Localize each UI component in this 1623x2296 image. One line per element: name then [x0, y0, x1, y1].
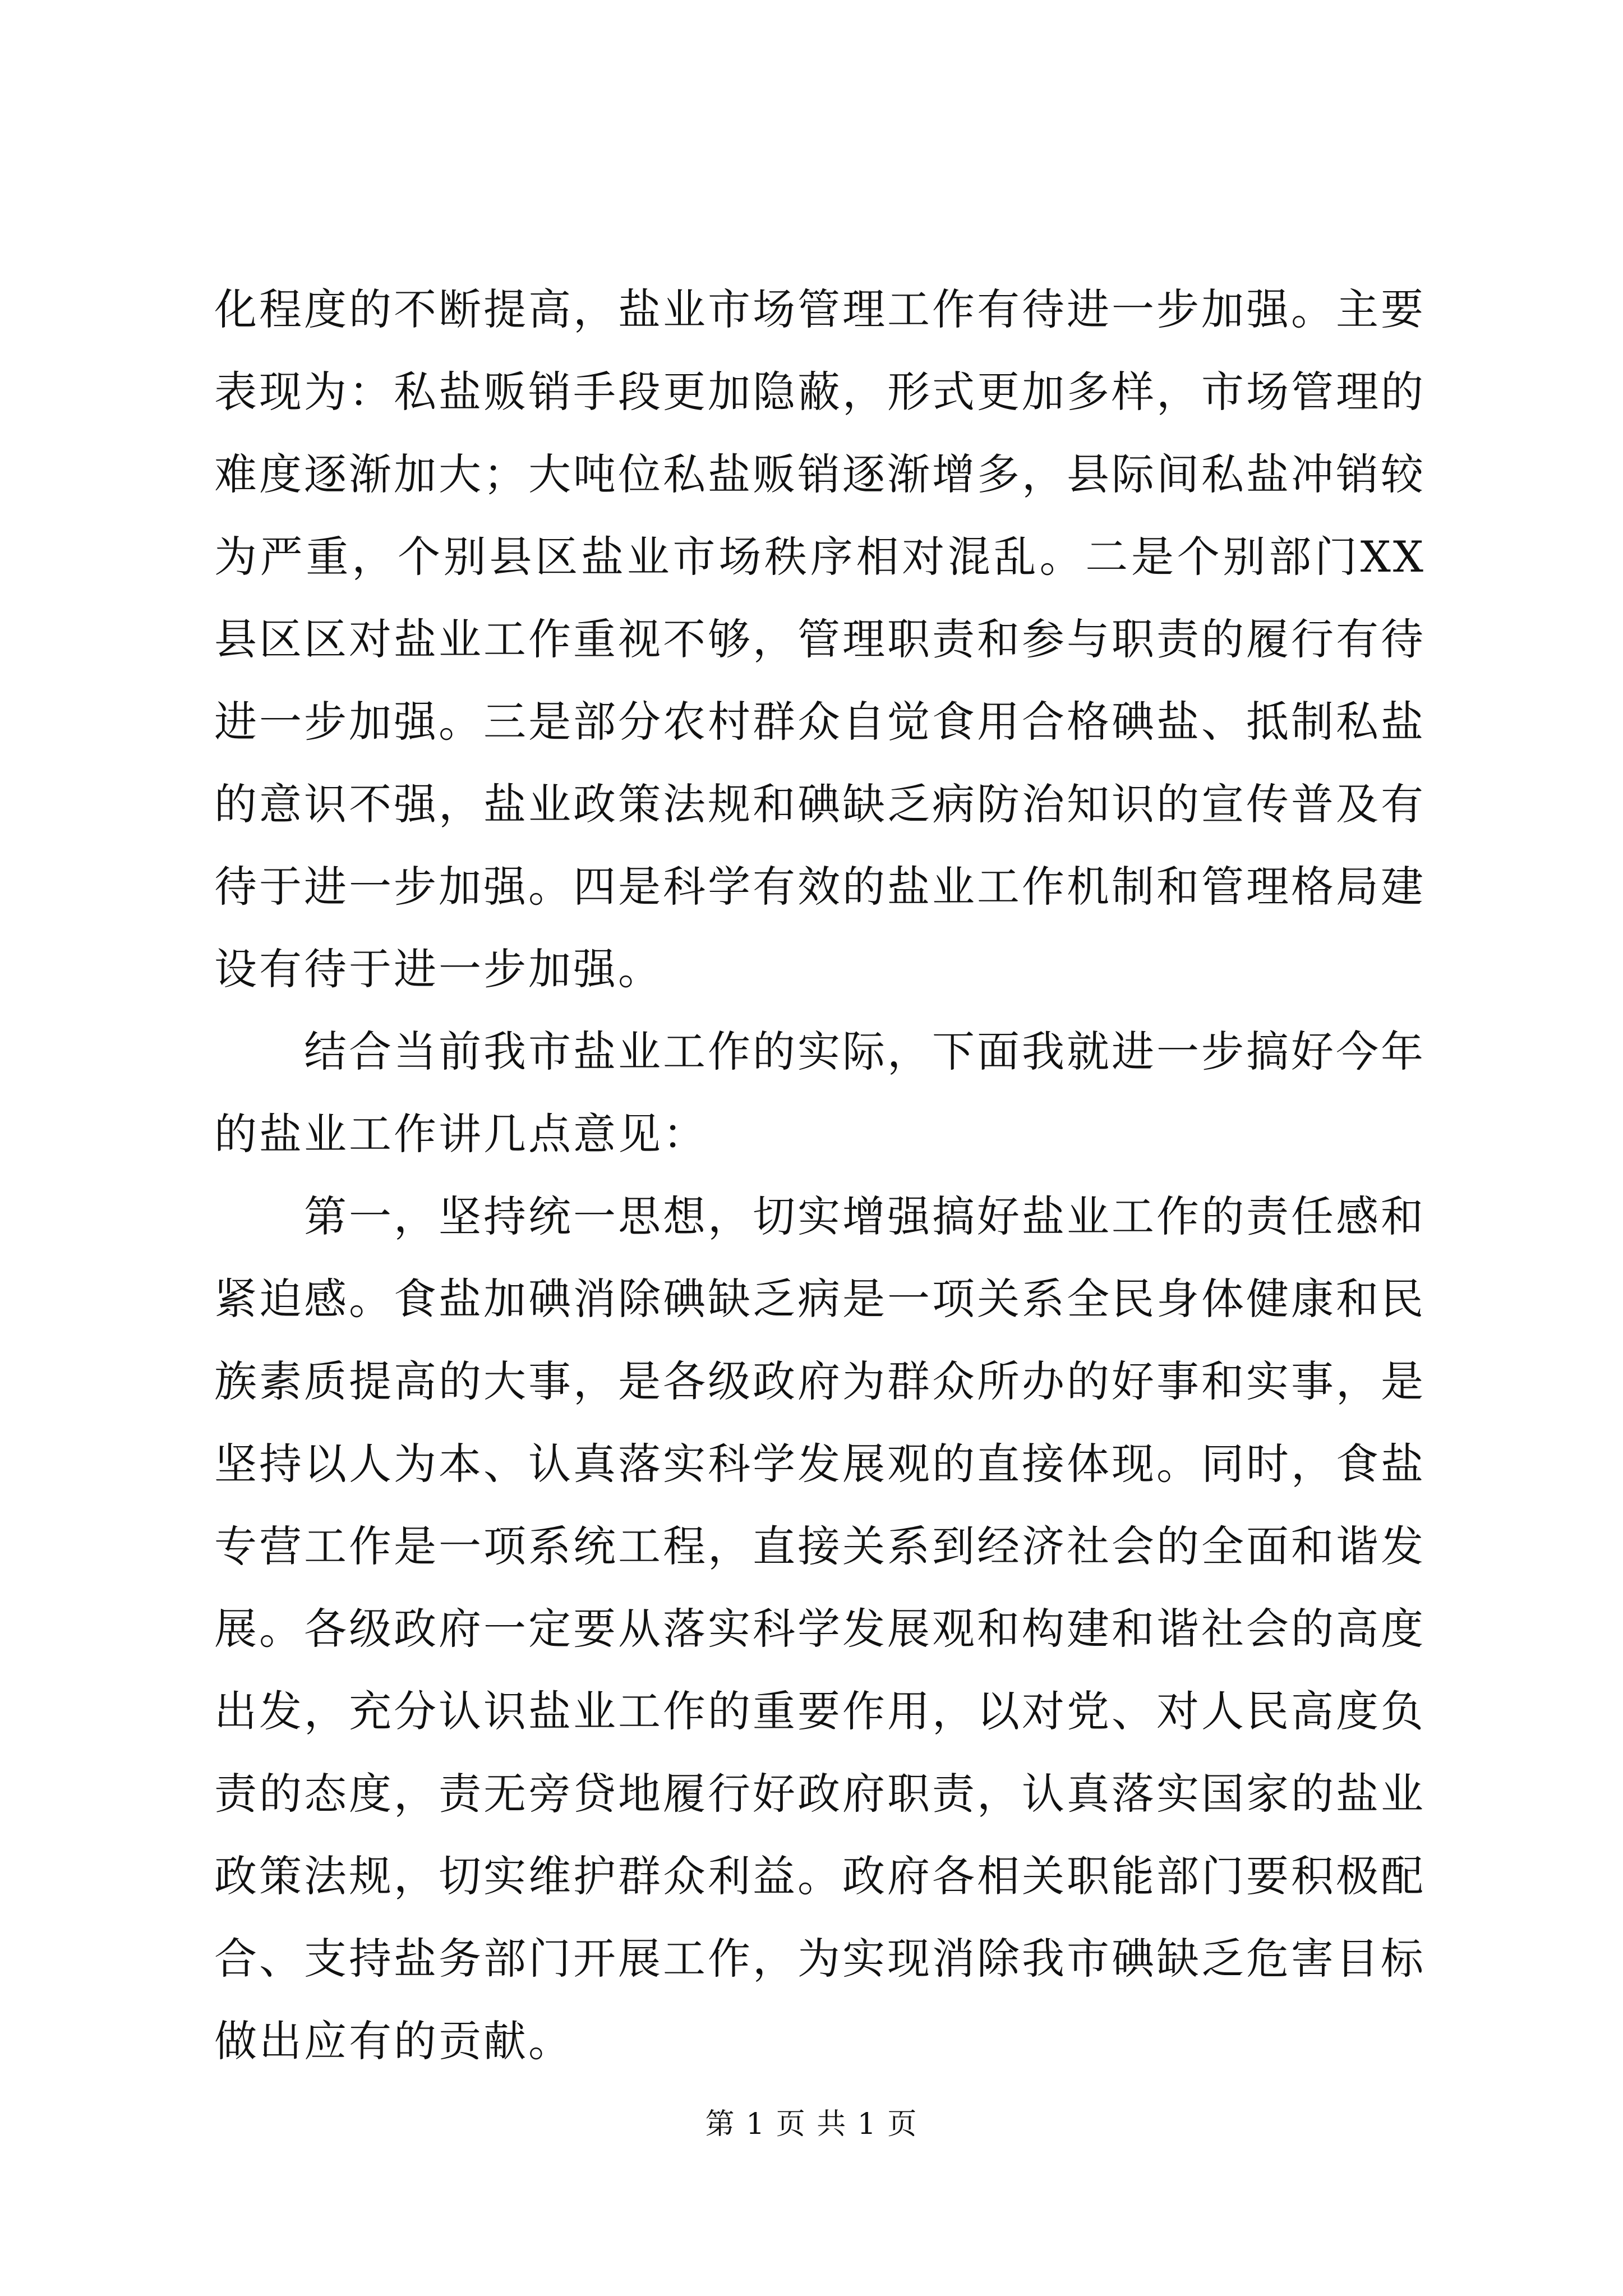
paragraph-intro: 结合当前我市盐业工作的实际，下面我就进一步搞好今年的盐业工作讲几点意见：: [214, 1027, 1426, 1159]
page-footer: 第 1 页 共 1 页: [705, 2108, 918, 2141]
paragraph-continuation: 化程度的不断提高，盐业市场管理工作有待进一步加强。主要表现为：私盐贩销手段更加隐蔽，形式更加多样，市场管理的难度逐渐加大；大吨位私盐贩销逐渐增多，县际间私盐冲销较为严重，个别县区盐业市场秩序相对混乱。二是个别部门XX县区区对盐业工作重视不够，管理职责和参与职责的履行有待进一步加强。三是部分农村群众自觉食用合格碘盐、抵制私盐的意识不强，盐业政策法规和碘缺乏病防治知识的宣传普及有待于进一步加强。四是科学有效的盐业工作机制和管理格局建设有待于进一步加强。: [214, 284, 1426, 994]
paragraph-point-one: 第一，坚持统一思想，切实增强搞好盐业工作的责任感和紧迫感。食盐加碘消除碘缺乏病是一项关系全民身体健康和民族素质提高的大事，是各级政府为群众所办的好事和实事，是坚持以人为本、认真落实科学发展观的直接体现。同时，食盐专营工作是一项系统工程，直接关系到经济社会的全面和谐发展。各级政府一定要从落实科学发展观和构建和谐社会的高度出发，充分认识盐业工作的重要作用，以对党、对人民高度负责的态度，责无旁贷地履行好政府职责，认真落实国家的盐业政策法规，切实维护群众利益。政府各相关职能部门要积极配合、支持盐务部门开展工作，为实现消除我市碘缺乏危害目标做出应有的贡献。: [214, 1191, 1426, 2066]
document-body: [214, 268, 1426, 2082]
